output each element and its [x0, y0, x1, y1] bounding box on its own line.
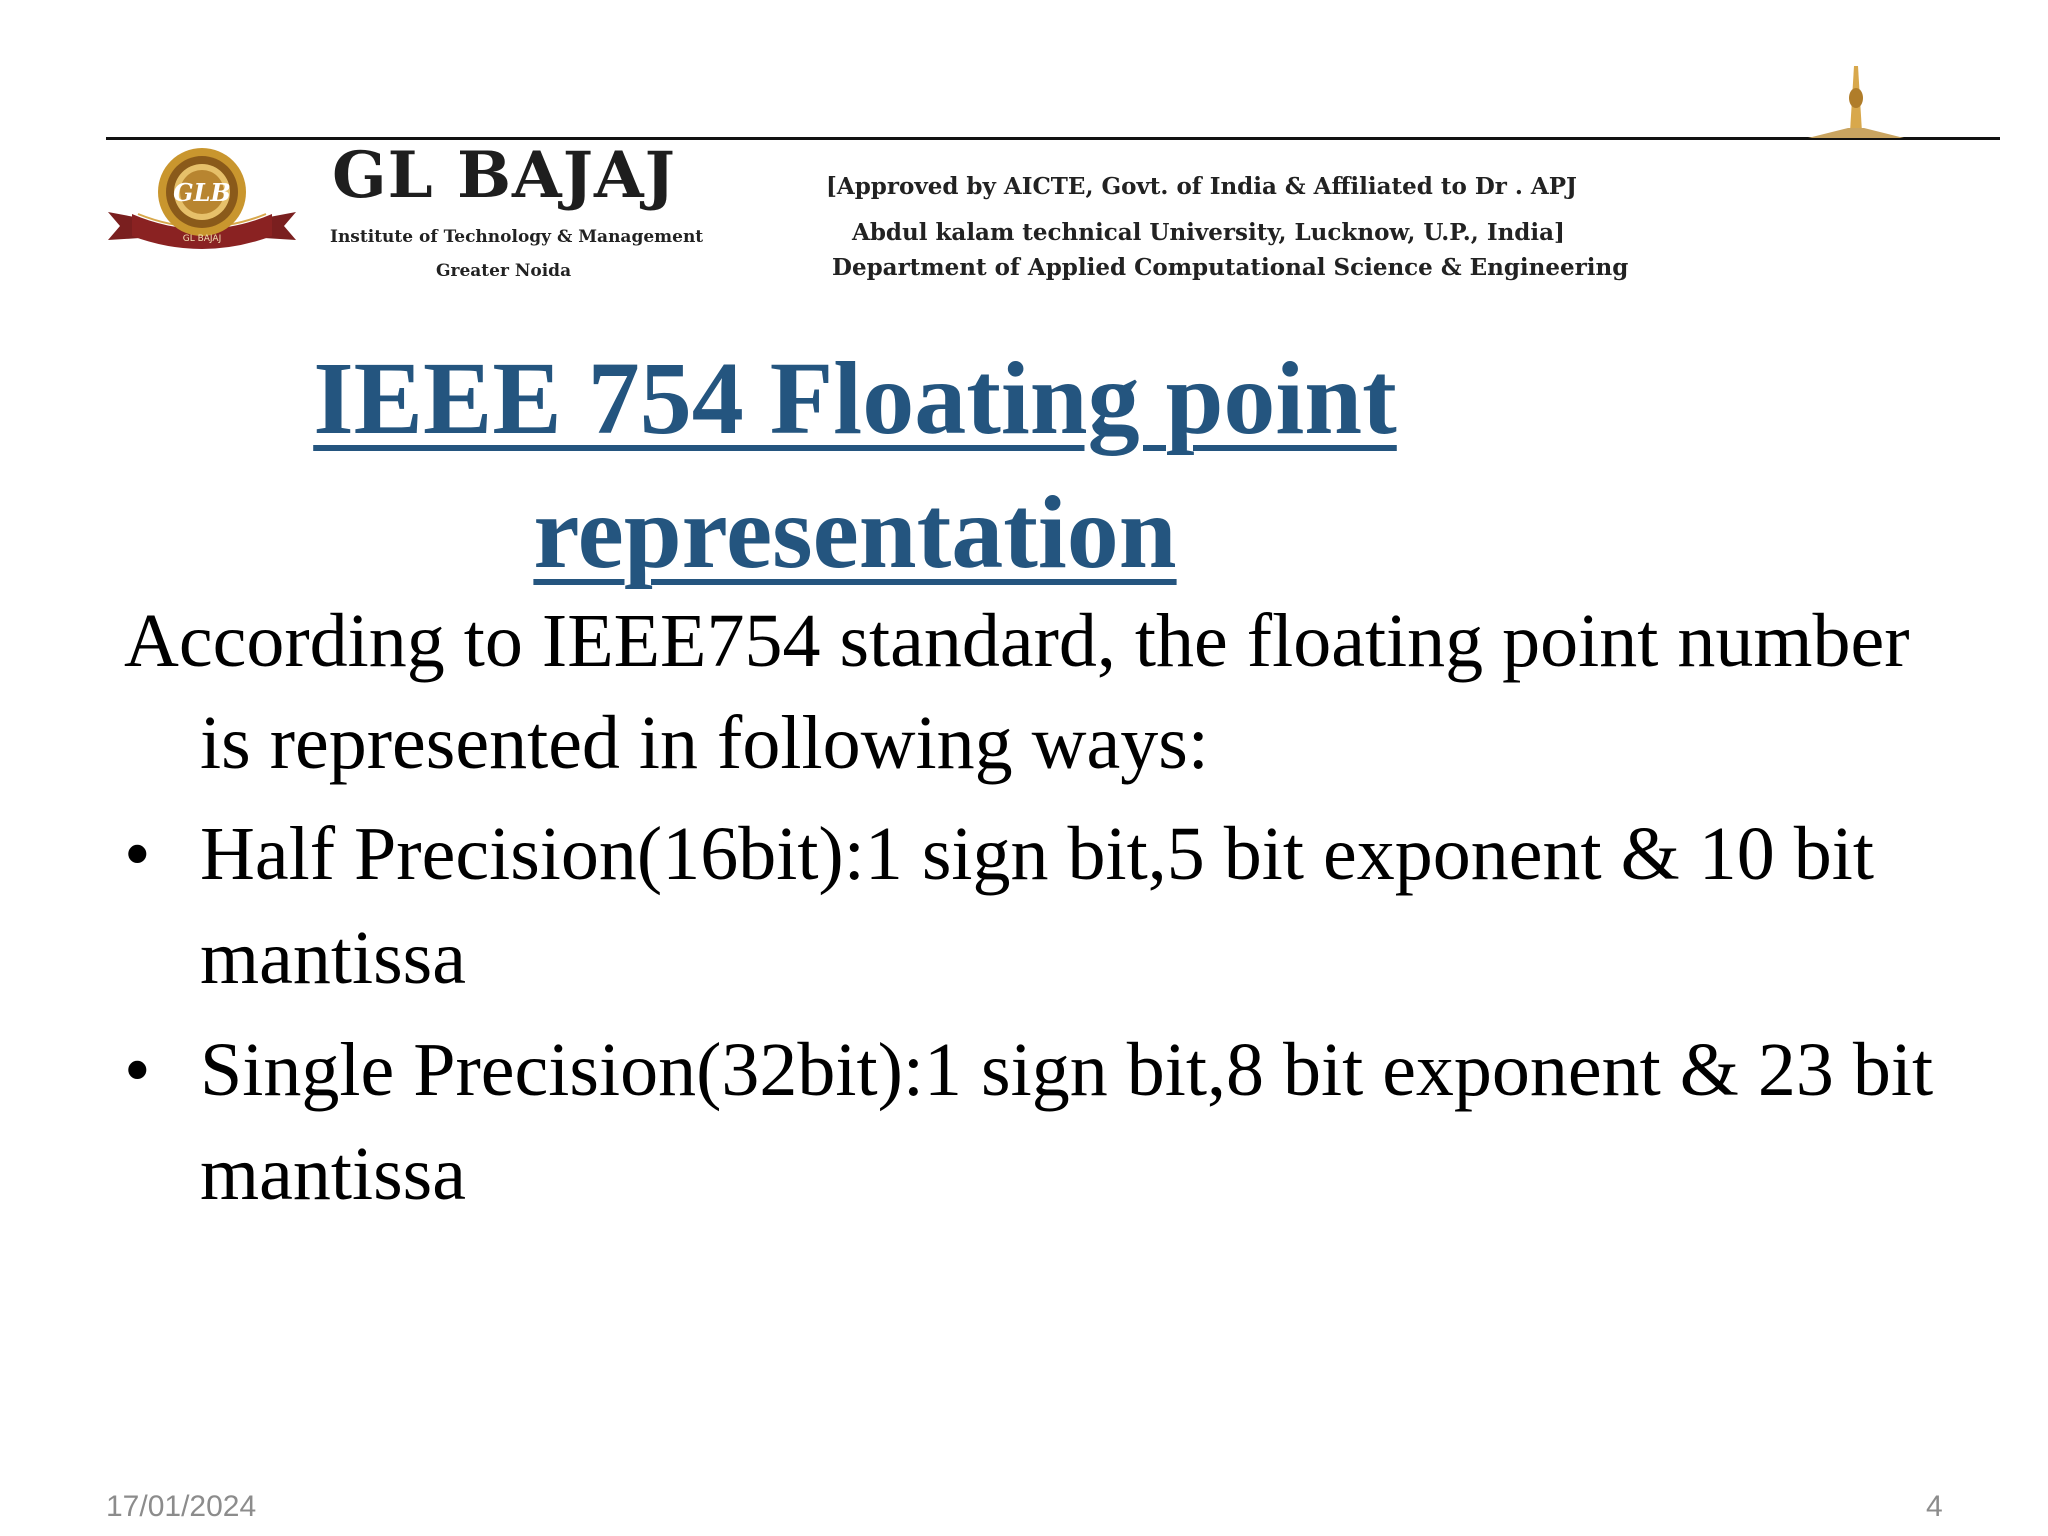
footer-date: 17/01/2024: [106, 1490, 257, 1523]
institution-subtitle: Institute of Technology & Management: [330, 227, 704, 247]
bullet-icon: •: [124, 1028, 151, 1112]
bullet-icon: •: [124, 812, 151, 896]
logo-monogram: GLB: [173, 178, 231, 207]
department-line: Department of Applied Computational Science & Engineering: [832, 254, 1629, 281]
torch-emblem-icon: [1808, 62, 1904, 140]
slide-title: [200, 332, 1510, 600]
bullet-text: Single Precision(32bit):1 sign bit,8 bit exponent & 23 bit mantissa: [200, 1028, 1934, 1216]
approval-line-2: Abdul kalam technical University, Lucknow, U.P., India]: [852, 219, 1565, 246]
slide-title-line-1: IEEE 754 Floating point: [313, 341, 1397, 456]
slide-number: 4: [1926, 1490, 1943, 1523]
bullet-list: [124, 802, 1964, 1226]
slide-title-line-2: representation: [533, 475, 1177, 590]
college-logo-icon: [104, 140, 300, 252]
slide-body: [124, 590, 1964, 1226]
logo-ribbon-text: GL BAJAJ: [182, 234, 222, 244]
institution-location: Greater Noida: [436, 261, 572, 281]
bullet-text: Half Precision(16bit):1 sign bit,5 bit exponent & 10 bit mantissa: [200, 812, 1874, 1000]
institution-name: GL BAJAJ: [332, 138, 676, 213]
approval-line-1: [Approved by AICTE, Govt. of India & Affiliated to Dr . APJ: [826, 173, 1577, 200]
bullet-item: [124, 802, 1964, 1010]
bullet-item: [124, 1018, 1964, 1226]
intro-paragraph: According to IEEE754 standard, the floating point number is represented in following ways:: [124, 599, 1910, 785]
